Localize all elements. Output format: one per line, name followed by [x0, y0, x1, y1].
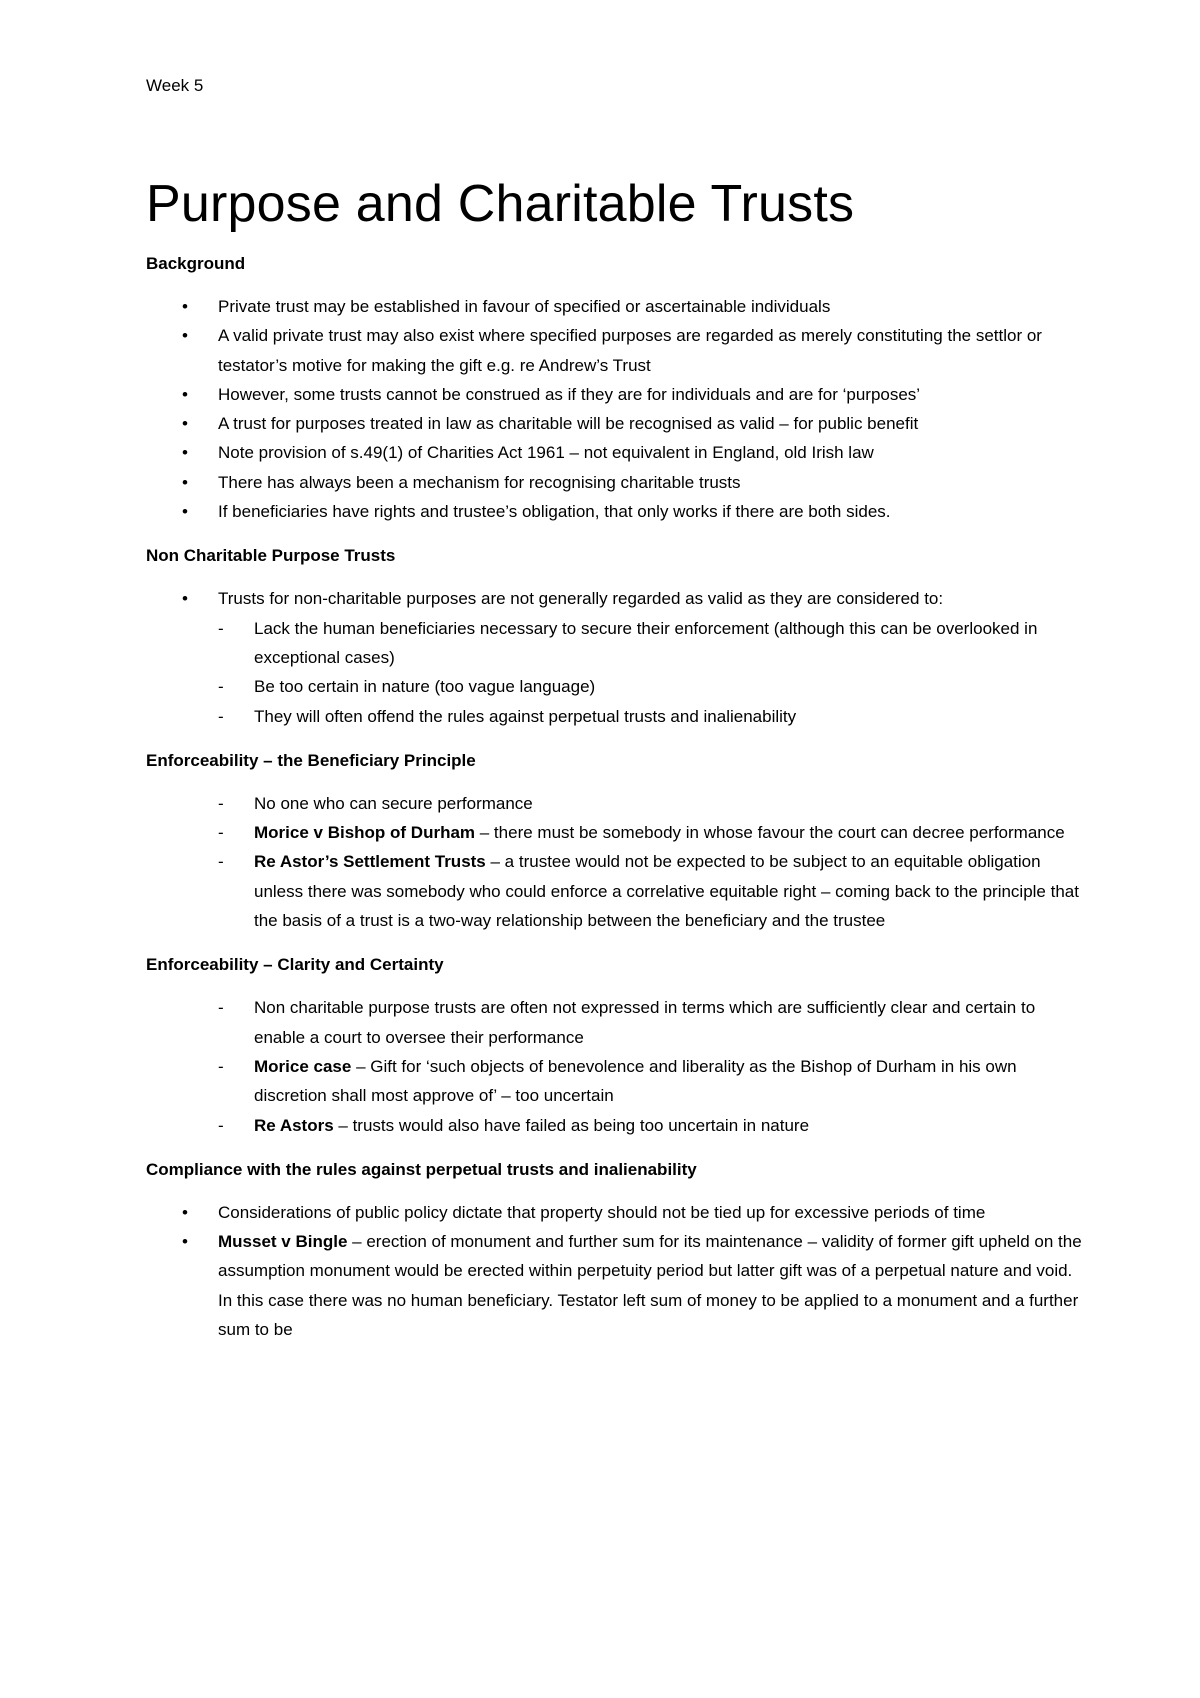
- section-heading-non-charitable: Non Charitable Purpose Trusts: [146, 546, 396, 566]
- case-name: Morice v Bishop of Durham: [254, 823, 476, 843]
- dash-icon: -: [218, 793, 224, 813]
- bullet-icon: •: [182, 1232, 188, 1252]
- list-item: • There has always been a mechanism for recognising charitable trusts: [146, 468, 1086, 497]
- bullet-icon: •: [182, 414, 188, 434]
- list-item: • Musset v Bingle – erection of monument and further sum for its maintenance – validity of former gift upheld on the assumption monument would be erected within perpetuity period but latter gift was of a perpetual nature and void. In this case there was no human beneficiary. Testator left sum of money to be applied to a monument and a further sum to be: [146, 1227, 1086, 1344]
- bullet-icon: •: [182, 443, 188, 463]
- list-item: • Private trust may be established in favour of specified or ascertainable individuals: [146, 292, 1086, 321]
- bullet-icon: •: [182, 472, 188, 492]
- section-heading-background: Background: [146, 254, 246, 273]
- list-item: - Non charitable purpose trusts are often not expressed in terms which are sufficiently clear and certain to enable a court to oversee their performance: [146, 993, 1086, 1052]
- compliance-list: [146, 1198, 1086, 1344]
- list-item: - Re Astor’s Settlement Trusts – a trustee would not be expected to be subject to an equitable obligation unless there was somebody who could enforce a correlative equitable right – coming back to the principle that the basis of a trust is a two-way relationship between the beneficiary and the trustee: [146, 847, 1086, 935]
- case-name: Re Astors: [254, 1115, 334, 1135]
- bullet-icon: •: [182, 589, 188, 609]
- list-item: • A trust for purposes treated in law as charitable will be recognised as valid – for public benefit: [146, 409, 1086, 438]
- list-item: • However, some trusts cannot be construed as if they are for individuals and are for ‘purposes’: [146, 380, 1086, 409]
- dash-icon: -: [218, 618, 224, 638]
- dash-icon: -: [218, 1056, 224, 1076]
- list-item: - Morice v Bishop of Durham – there must be somebody in whose favour the court can decree performance: [146, 818, 1086, 847]
- bullet-icon: •: [182, 384, 188, 404]
- list-item: • Considerations of public policy dictate that property should not be tied up for excessive periods of time: [146, 1198, 1086, 1227]
- page-title: Purpose and Charitable Trusts: [146, 175, 855, 233]
- section-heading-compliance: Compliance with the rules against perpetual trusts and inalienability: [146, 1159, 697, 1179]
- case-name: Morice case: [254, 1056, 352, 1076]
- list-item: • Trusts for non-charitable purposes are not generally regarded as valid as they are considered to:: [146, 584, 1086, 613]
- document-page: [146, 74, 1086, 1344]
- section-heading-beneficiary-principle: Enforceability – the Beneficiary Principle: [146, 750, 476, 770]
- list-item: - Re Astors – trusts would also have failed as being too uncertain in nature: [146, 1111, 1086, 1140]
- bullet-icon: •: [182, 326, 188, 346]
- list-item: - Be too certain in nature (too vague language): [146, 672, 1086, 701]
- beneficiary-principle-list: [146, 789, 1086, 935]
- non-charitable-list: [146, 584, 1086, 730]
- bullet-icon: •: [182, 1202, 188, 1222]
- list-item: - Morice case – Gift for ‘such objects of benevolence and liberality as the Bishop of Durham in his own discretion shall most approve of’ – too uncertain: [146, 1052, 1086, 1111]
- dash-icon: -: [218, 852, 224, 872]
- bullet-icon: •: [182, 297, 188, 316]
- list-item: • Note provision of s.49(1) of Charities Act 1961 – not equivalent in England, old Irish law: [146, 438, 1086, 467]
- list-item: - They will often offend the rules against perpetual trusts and inalienability: [146, 702, 1086, 731]
- list-item: • A valid private trust may also exist where specified purposes are regarded as merely constituting the settlor or testator’s motive for making the gift e.g. re Andrew’s Trust: [146, 321, 1086, 380]
- week-header: Week 5: [146, 76, 204, 95]
- case-name: Re Astor’s Settlement Trusts: [254, 852, 486, 872]
- section-heading-clarity-certainty: Enforceability – Clarity and Certainty: [146, 955, 444, 975]
- background-list: [146, 292, 1086, 526]
- list-item: - Lack the human beneficiaries necessary to secure their enforcement (although this can be overlooked in exceptional cases): [146, 614, 1086, 673]
- dash-icon: -: [218, 706, 224, 726]
- clarity-certainty-list: [146, 993, 1086, 1139]
- dash-icon: -: [218, 823, 224, 843]
- dash-icon: -: [218, 998, 224, 1018]
- bullet-icon: •: [182, 502, 188, 522]
- dash-icon: -: [218, 677, 224, 697]
- list-item: - No one who can secure performance: [146, 789, 1086, 818]
- dash-icon: -: [218, 1115, 224, 1135]
- case-name: Musset v Bingle: [218, 1232, 348, 1252]
- list-item: • If beneficiaries have rights and trustee’s obligation, that only works if there are both sides.: [146, 497, 1086, 526]
